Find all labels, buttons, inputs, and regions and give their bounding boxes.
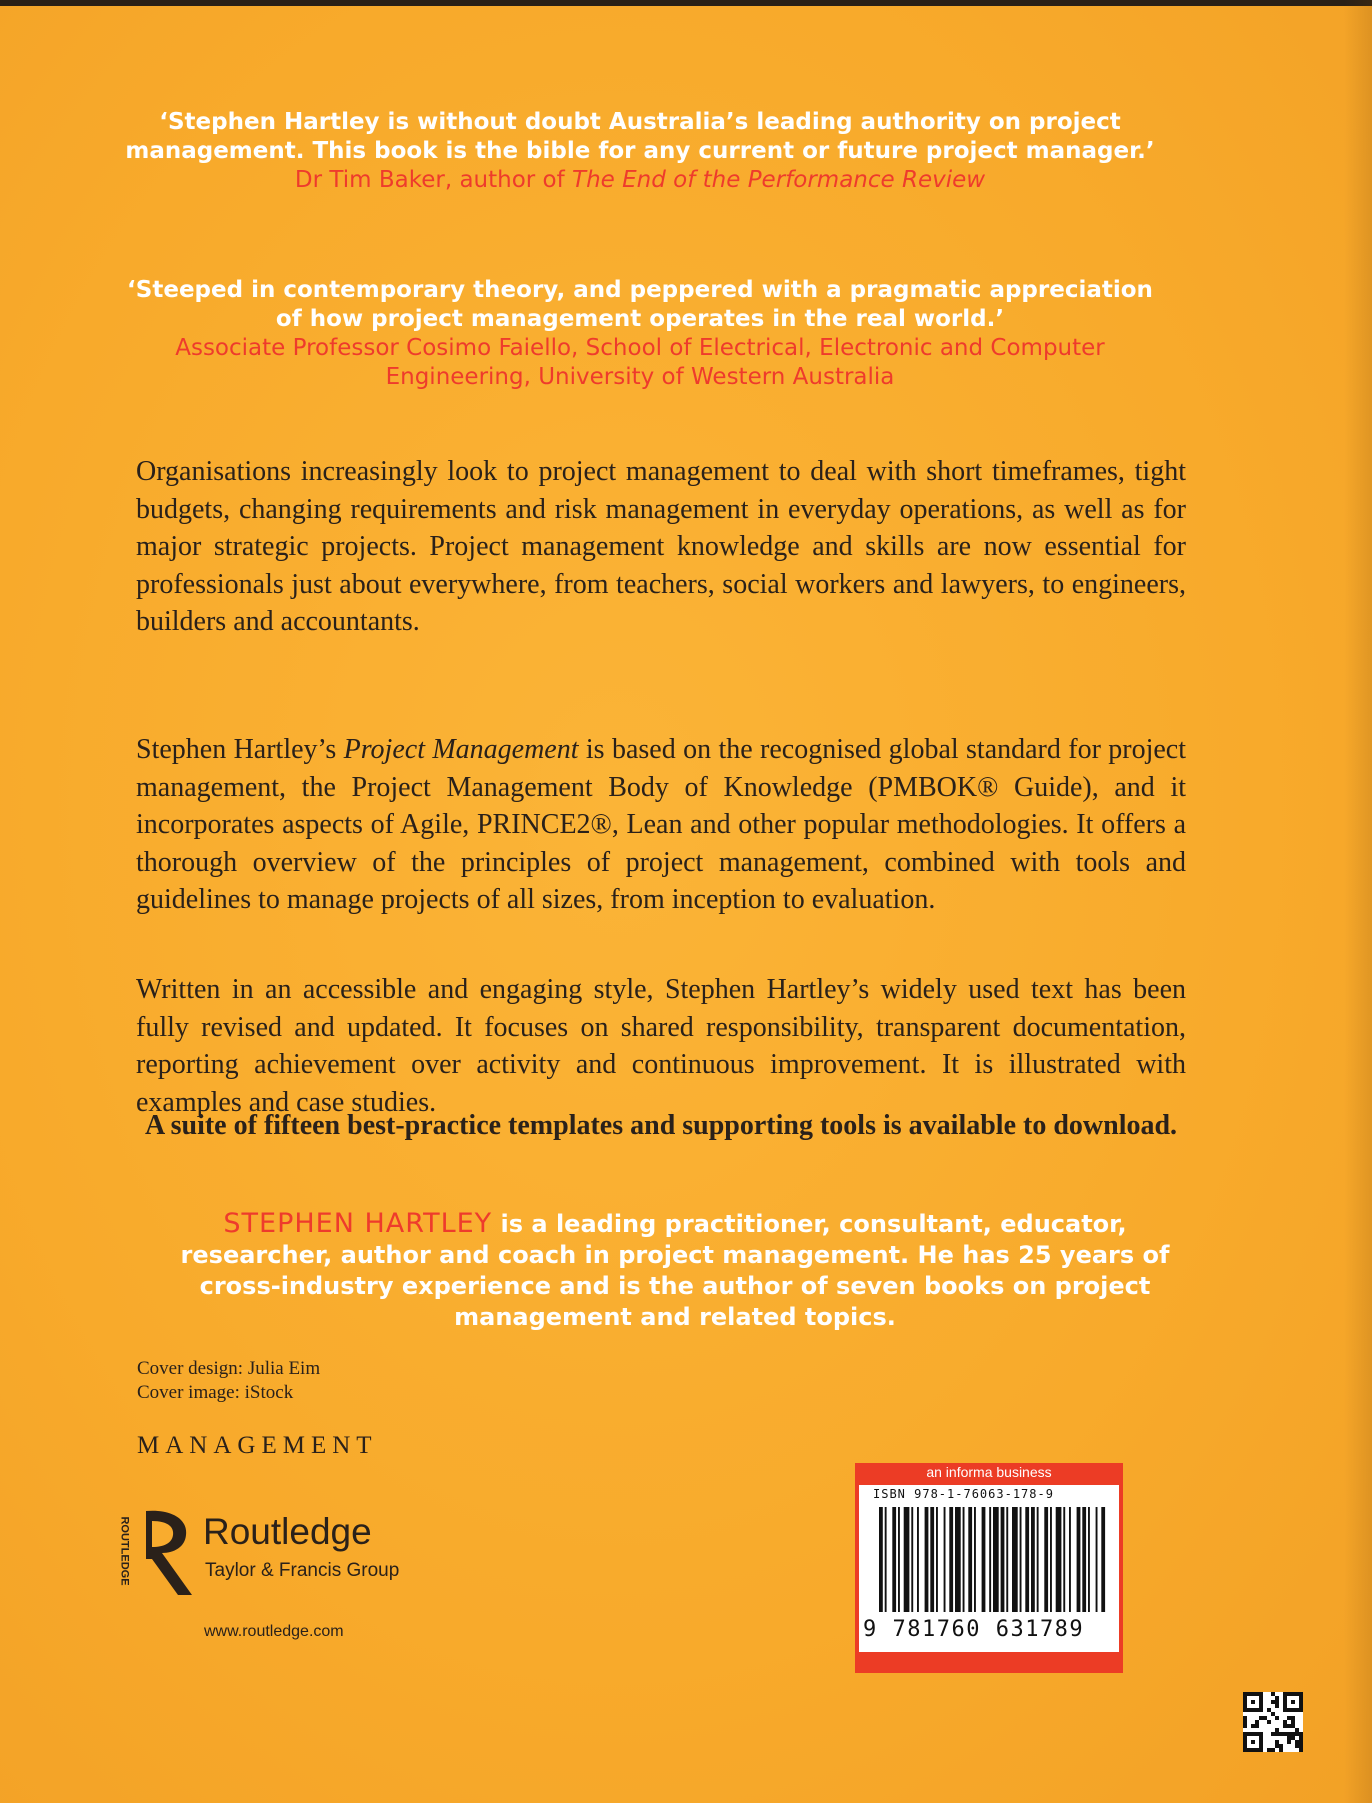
paragraph-text: Stephen Hartley’s: [136, 734, 344, 765]
qr-code-icon: [1243, 1692, 1303, 1752]
barcode-bar: [949, 1507, 953, 1612]
barcode-bar: [1050, 1507, 1052, 1612]
top-edge: [0, 0, 1372, 6]
informa-tagline: an informa business: [926, 1464, 1052, 1480]
book-title: Project Management: [343, 734, 579, 765]
barcode-bar: [993, 1507, 999, 1612]
cover-credits: [137, 1357, 320, 1405]
quote-attribution: Associate Professor Cosimo Faiello, School of Electrical, Electronic and Computer Engineering, University of Western Australia: [175, 335, 1105, 390]
barcode-bar: [1101, 1507, 1105, 1612]
quote-attribution: [120, 166, 1160, 195]
barcode-bar: [892, 1507, 896, 1612]
publisher-group: Taylor & Francis Group: [205, 1560, 400, 1581]
barcode-bar: [1025, 1507, 1029, 1612]
attribution-prefix: Dr Tim Baker, author of: [294, 167, 573, 193]
quote-text: ‘Steeped in contemporary theory, and peppered with a pragmatic appreciation of how project management operates in the real world.’: [127, 277, 1153, 332]
barcode-bar: [1044, 1507, 1048, 1612]
publisher-website: www.routledge.com: [204, 1623, 344, 1640]
barcode-bar: [1069, 1507, 1071, 1612]
barcode-bars-icon: [865, 1507, 1115, 1617]
description-paragraph-3: Written in an accessible and engaging style, Stephen Hartley’s widely used text has been fully revised and updated. It focuses on shared responsibility, transparent documentation, reporting achievement over activity and continuous improvement. It is illustrated with examples and case studies.: [136, 974, 1186, 1118]
barcode-bar: [989, 1507, 991, 1612]
barcode-bar: [898, 1507, 900, 1612]
barcode-bar: [974, 1507, 976, 1612]
cover-image-credit: Cover image: iStock: [137, 1382, 294, 1403]
logo-vertical-text: ROUTLEDGE: [118, 1516, 131, 1586]
barcode-bar: [1001, 1507, 1005, 1612]
subject-category: MANAGEMENT: [137, 1432, 378, 1459]
barcode-bar: [1031, 1507, 1035, 1612]
endorsement-quote-2: [120, 276, 1160, 392]
barcode-bar: [1012, 1507, 1018, 1612]
isbn-number: ISBN 978-1-76063-178-9: [873, 1487, 1054, 1501]
attribution-book-title: The End of the Performance Review: [572, 167, 986, 193]
quote-text: ‘Stephen Hartley is without doubt Australia’s leading authority on project management. This book is the bible for any current or future project manager.’: [125, 109, 1155, 164]
bio-text: is a leading practitioner, consultant, educator, researcher, author and coach in project management. He has 25 years of cross-industry experience and is the author of seven books on project management and related topics.: [180, 1210, 1170, 1331]
barcode-bar: [955, 1507, 961, 1612]
cover-design-credit: Cover design: Julia Eim: [137, 1358, 321, 1379]
description-paragraph-1: Organisations increasingly look to project management to deal with short timeframes, tight budgets, changing requirements and risk management in everyday operations, as well as for major strategic projects. Project management knowledge and skills are now essential for professionals just about everywhere, from teachers, social workers and lawyers, to engineers, builders and accountants.: [136, 456, 1186, 637]
description-paragraph-2: [136, 731, 1186, 919]
barcode-bar: [930, 1507, 934, 1612]
barcode-bar: [885, 1507, 887, 1612]
barcode-bar: [1006, 1507, 1008, 1612]
barcode-bar: [879, 1507, 883, 1612]
barcode-bar: [968, 1507, 972, 1612]
barcode-digits: 9 781760 631789: [863, 1617, 1085, 1642]
barcode-bar: [1063, 1507, 1065, 1612]
barcode-bar: [982, 1507, 986, 1612]
barcode-bar: [925, 1507, 929, 1612]
isbn-barcode-panel: [855, 1463, 1123, 1673]
author-name: STEPHEN HARTLEY: [223, 1208, 493, 1239]
barcode-area: [859, 1485, 1119, 1652]
barcode-bar: [1082, 1507, 1086, 1612]
endorsement-quote-1: [120, 108, 1160, 195]
barcode-bar: [1088, 1507, 1090, 1612]
barcode-bar: [917, 1507, 919, 1612]
paragraph-text: is based on the recognised global standard for project management, the Project Management Body of Knowledge (PMBOK® Guide), and it incorporates aspects of Agile, PRINCE2®, Lean and other popular methodologies. It offers a thorough overview of the principles of project management, combined with tools and guidelines to manage projects of all sizes, from inception to evaluation.: [136, 734, 1187, 915]
barcode-bar: [1056, 1507, 1062, 1612]
author-bio: [150, 1208, 1200, 1333]
barcode-bar: [1037, 1507, 1039, 1612]
barcode-bar: [911, 1507, 913, 1612]
barcode-bar: [963, 1507, 965, 1612]
barcode-bar: [944, 1507, 946, 1612]
barcode-bar: [936, 1507, 938, 1612]
barcode-bar: [1020, 1507, 1022, 1612]
publisher-name: Routledge: [203, 1511, 372, 1552]
barcode-bar: [1077, 1507, 1081, 1612]
download-note: A suite of fifteen best-practice templates and supporting tools is available to download.: [144, 1110, 1178, 1141]
barcode-bar: [904, 1507, 910, 1612]
routledge-r-icon: [138, 1509, 198, 1599]
spine-shadow: [1344, 0, 1372, 1803]
publisher-logo: [118, 1503, 438, 1603]
barcode-bar: [1096, 1507, 1098, 1612]
